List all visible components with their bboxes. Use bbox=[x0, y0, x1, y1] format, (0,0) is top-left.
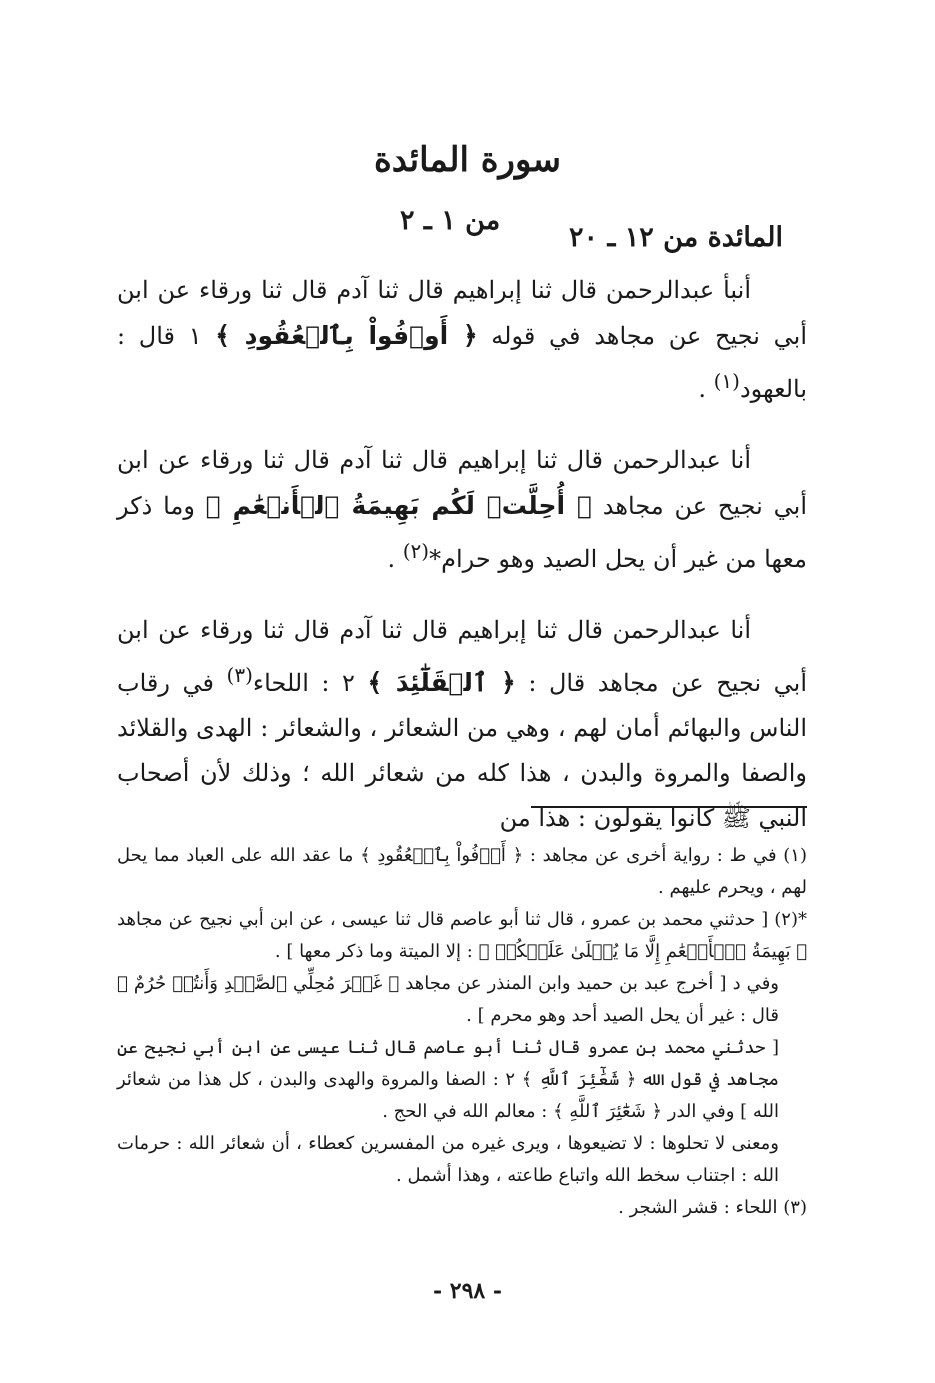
main-text-body bbox=[117, 268, 807, 867]
footnote-2-addendum-tabari: [ حدثني محمد بن عمرو قال ثنا أبو عاصم قال ثنا عيسى عن ابن أبي نجيح عن مجاهد في قول الله ﴿ شَعَٰٓئِرَ ٱللَّهِ ﴾ ٢ : الصفا والمروة والهدى والبدن ، كل هذا من شعائر الله ] وفي الدر ﴿ شَعَٰٓئِرَ ٱللَّهِ ﴾ : معالم الله في الحج . bbox=[117, 1037, 779, 1122]
footnote-3: (٣) اللحاء : قشر الشجر . bbox=[618, 1197, 807, 1218]
paragraph-text: ١ قال : بالعهود bbox=[117, 322, 807, 403]
quran-verse: ﴿ ٱلۡقَلَٰٓئِدَ ﴾ bbox=[367, 668, 516, 697]
footnote-2-explanation: ومعنى لا تحلوها : لا تضيعوها ، ويرى غيره من المفسرين كعطاء ، أن شعائر الله : حرمات الله : اجتناب سخط الله واتباع طاعته ، وهذا أشمل . bbox=[117, 1133, 779, 1186]
footnotes-section bbox=[117, 840, 807, 1224]
verse-range-subtitle: من ١ ـ ٢ bbox=[400, 205, 501, 236]
footnote-ref: (٢) bbox=[402, 539, 430, 563]
paragraph-text: أنبأ عبدالرحمن قال ثنا إبراهيم قال ثنا آدم قال ثنا ورقاء عن ابن أبي نجيح عن مجاهد في قوله bbox=[117, 276, 807, 350]
paragraph-text: أنا عبدالرحمن قال ثنا إبراهيم قال ثنا آدم قال ثنا ورقاء عن ابن أبي نجيح عن مجاهد قال : bbox=[117, 616, 808, 697]
footnote-2: *(٢) [ حدثني محمد بن عمرو ، قال ثنا أبو عاصم قال ثنا عيسى ، عن ابن أبي نجيح عن مجاهد ﴿ بَهِيمَةُ ٱلۡأَنۡعَٰمِ إِلَّا مَا يُتۡلَىٰ عَلَيۡكُمۡ ﴾ : إلا الميتة وما ذكر معها ] . bbox=[117, 909, 807, 962]
paragraph-text: . bbox=[387, 545, 403, 573]
paragraph-text: . bbox=[698, 375, 714, 403]
surah-title: سورة المائدة bbox=[373, 140, 562, 180]
quran-verse: ﴿ أَوۡفُواْ بِٱلۡعُقُودِ ﴾ bbox=[215, 321, 478, 350]
footnote-divider bbox=[531, 806, 807, 808]
paragraph-text: أنا عبدالرحمن قال ثنا إبراهيم قال ثنا آدم قال ثنا ورقاء عن ابن أبي نجيح عن مجاهد bbox=[117, 446, 808, 520]
footnote-2-addendum-d: وفي د [ أخرج عبد بن حميد وابن المنذر عن مجاهد ﴿ غَيۡرَ مُحِلِّي ٱلصَّيۡدِ وَأَنتُمۡ حُرُمٌ ﴾ قال : غير أن يحل الصيد أحد وهو محرم ] . bbox=[117, 973, 779, 1026]
footnote-ref: (١) bbox=[713, 369, 740, 393]
paragraph-text: وما ذكر معها من غير أن يحل الصيد وهو حرام* bbox=[117, 492, 807, 573]
narration-paragraph-1 bbox=[117, 268, 807, 412]
quran-verse: ﴿ أُحِلَّتۡ لَكُم بَهِيمَةُ ٱلۡأَنۡعَٰمِ ﴾ bbox=[205, 491, 592, 520]
narration-paragraph-2 bbox=[117, 438, 807, 582]
page-number: - ٢٩٨ - bbox=[432, 1278, 503, 1304]
manuscript-range-heading: المائدة من ١٢ ـ ٢٠ bbox=[569, 222, 783, 253]
paragraph-text: في رقاب الناس والبهائم أمان لهم ، وهي من الشعائر ، والشعائر : الهدى والقلائد والصفا والمروة والبدن ، هذا كله من شعائر الله ؛ وذلك لأن أصحاب النبي ﷺ كانوا يقولون : هذا من bbox=[117, 669, 807, 832]
footnote-ref: (٣) bbox=[226, 663, 253, 687]
footnote-1: (١) في ط : رواية أخرى عن مجاهد : ﴿ أَوۡفُواْ بِٱلۡعُقُودِ ﴾ ما عقد الله على العباد مما يحل لهم ، ويحرم عليهم . bbox=[117, 845, 807, 898]
paragraph-text: ٢ : اللحاء bbox=[252, 669, 368, 697]
